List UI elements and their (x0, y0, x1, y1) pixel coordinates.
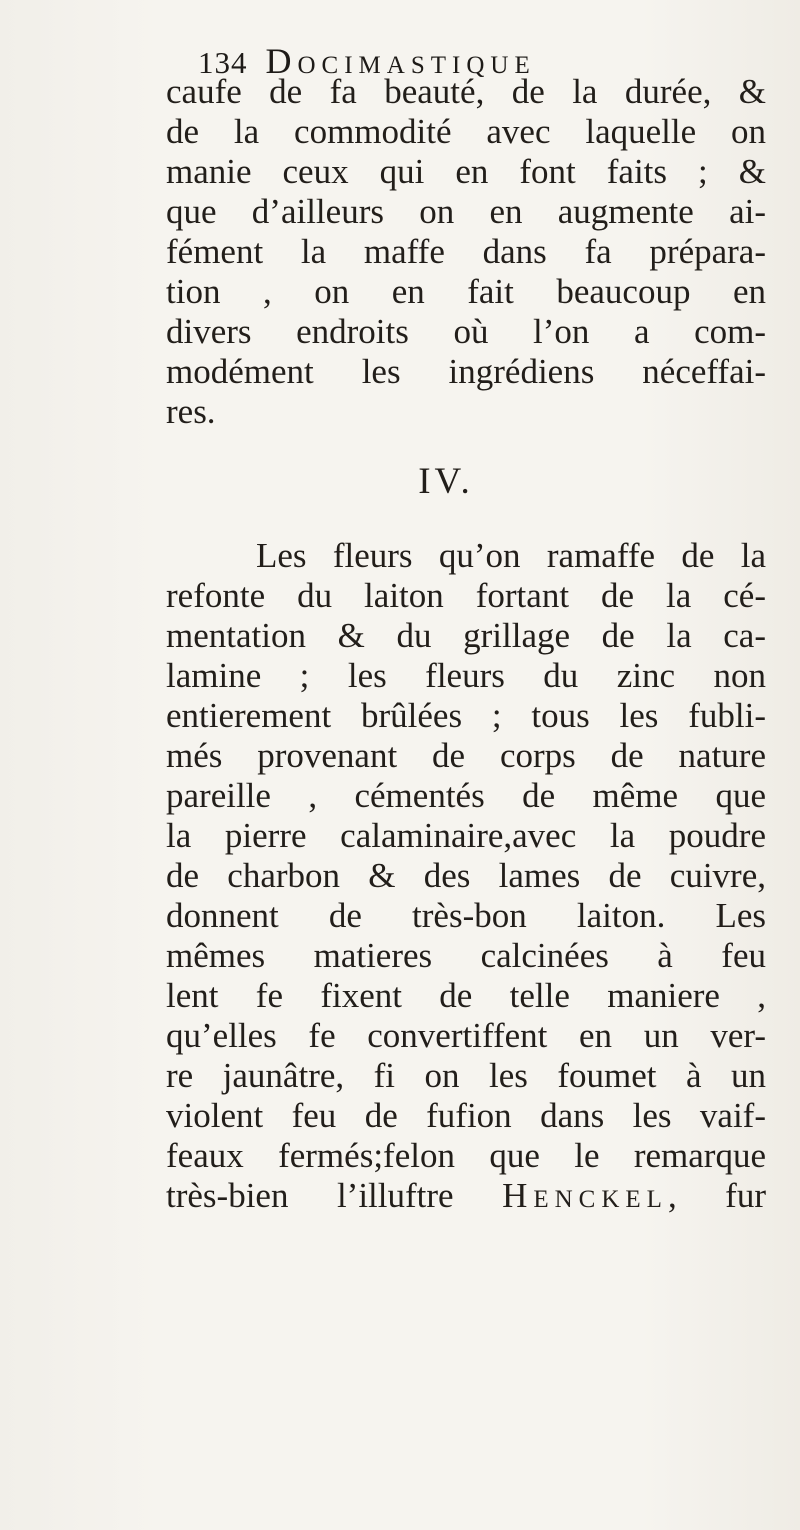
page-number: 134 (198, 45, 248, 80)
text-line: re jaunâtre, fi on les foumet à un (166, 1056, 766, 1095)
text-line-last (166, 1176, 766, 1216)
text-line: caufe de fa beauté, de la durée, & (166, 72, 766, 111)
text-line: mentation & du grillage de la ca- (166, 616, 766, 655)
text-line: la pierre calaminaire,avec la poudre (166, 816, 766, 855)
paragraph-2 (166, 536, 766, 1216)
text-line: pareille , cémentés de même que (166, 776, 766, 815)
text-line: de la commodité avec laquelle on (166, 112, 766, 151)
text-line: de charbon & des lames de cuivre, (166, 856, 766, 895)
text-line: que d’ailleurs on en augmente ai- (166, 192, 766, 231)
running-title: Docimastique (265, 41, 536, 81)
text-line: lent fe fixent de telle maniere , (166, 976, 766, 1015)
section-heading: IV. (418, 461, 474, 502)
body-text (166, 72, 766, 1216)
text-segment: très-bien l’illuftre (166, 1176, 503, 1215)
text-line: res. (166, 392, 216, 431)
text-line: refonte du laiton fortant de la cé- (166, 576, 766, 615)
text-line: fément la maffe dans fa prépara- (166, 232, 766, 271)
text-line: mêmes matieres calcinées à feu (166, 936, 766, 975)
text-line: lamine ; les fleurs du zinc non (166, 656, 766, 695)
text-segment: , fur (667, 1176, 766, 1215)
paragraph-1 (166, 72, 766, 432)
text-line: feaux fermés;felon que le remarque (166, 1136, 766, 1175)
text-line: modément les ingrédiens néceffai- (166, 352, 766, 391)
text-line: Les fleurs qu’on ramaffe de la (256, 536, 766, 575)
text-line: manie ceux qui en font faits ; & (166, 152, 766, 191)
text-line: qu’elles fe convertiffent en un ver- (166, 1016, 766, 1055)
text-line: violent feu de fufion dans les vaif- (166, 1096, 766, 1135)
author-name: Henckel (502, 1176, 668, 1215)
text-line: divers endroits où l’on a com- (166, 312, 766, 351)
text-line: entierement brûlées ; tous les fubli- (166, 696, 766, 735)
text-line: donnent de très-bon laiton. Les (166, 896, 766, 935)
text-line: tion , on en fait beaucoup en (166, 272, 766, 311)
text-line: més provenant de corps de nature (166, 736, 766, 775)
